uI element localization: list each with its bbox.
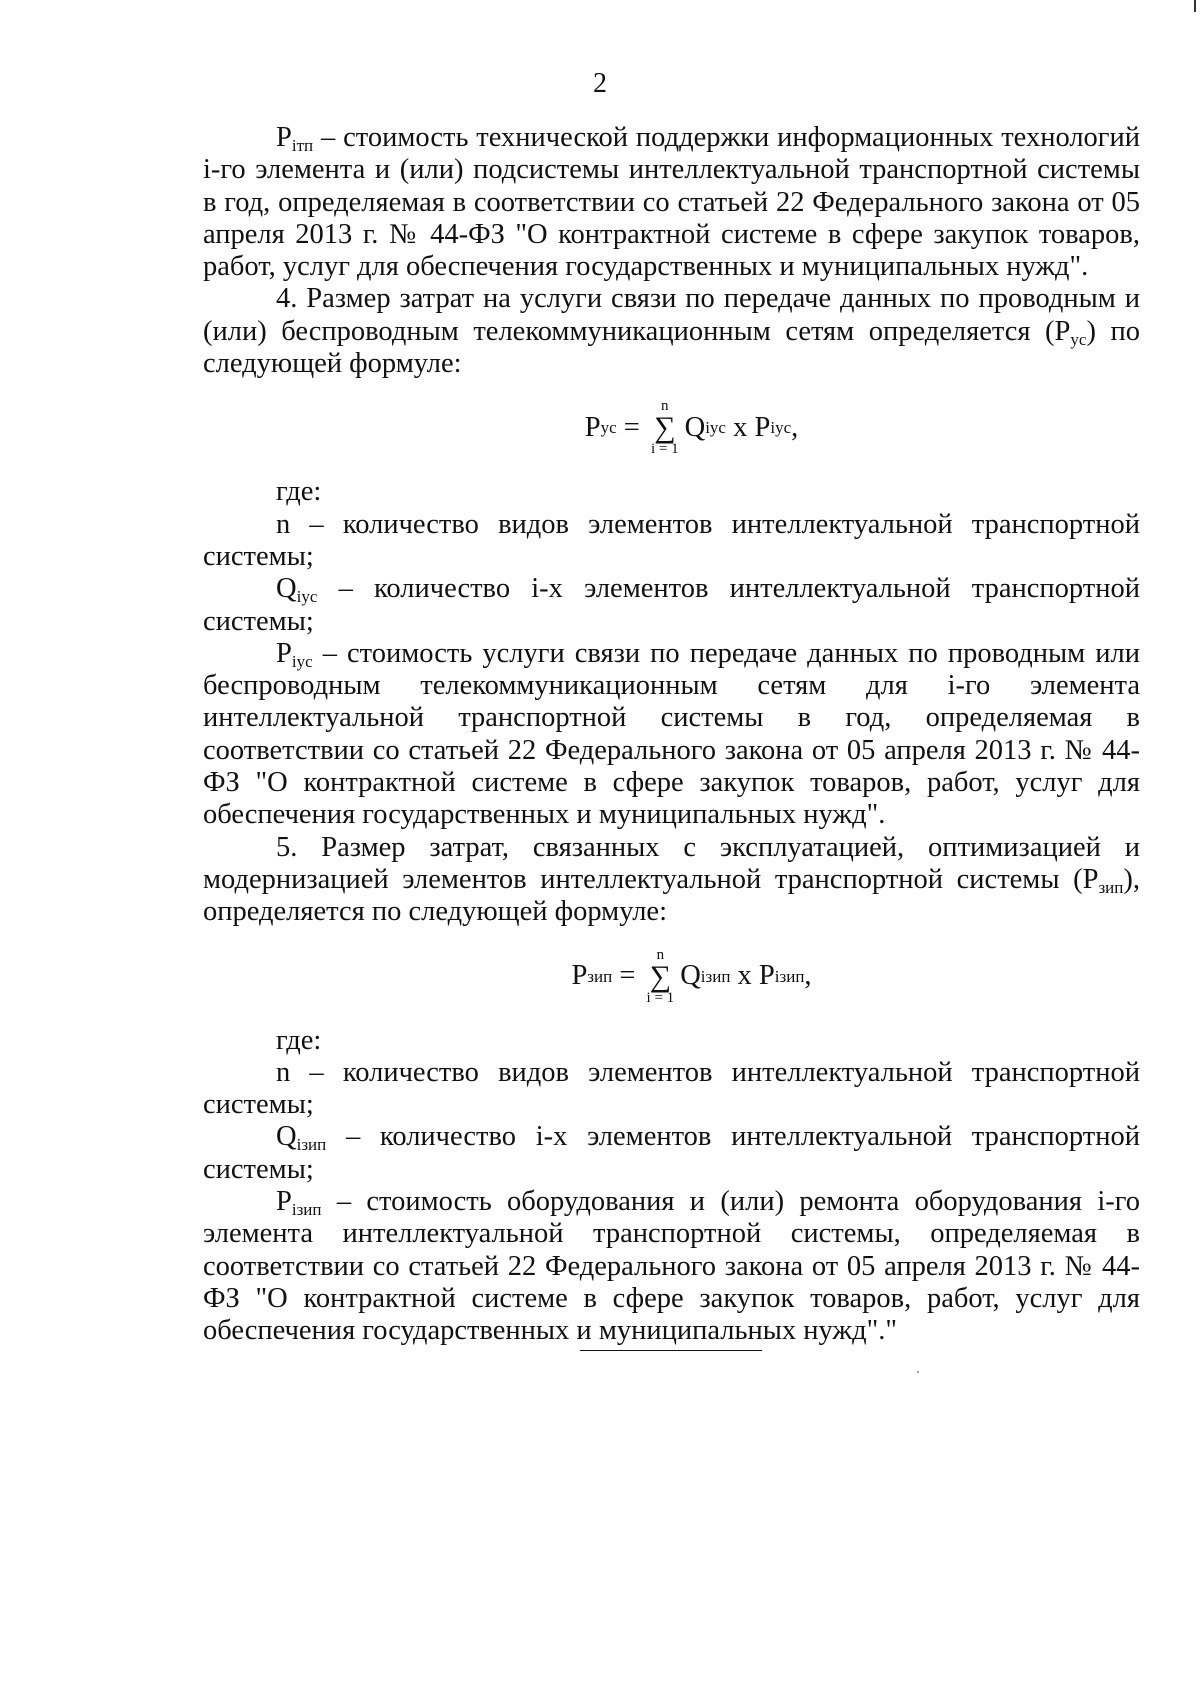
definition-q: [203, 573, 1140, 638]
var-subscript: зип: [1098, 877, 1124, 897]
definition-text: – количество i-х элементов интеллектуальной транспортной системы;: [203, 1121, 1140, 1185]
formula-q: Q: [680, 960, 701, 992]
where-label: где:: [276, 1024, 322, 1056]
definition-text: – стоимость услуги связи по передаче данных по проводным или беспроводным телекоммуникационным сетям для i-го элемента интеллектуальной транспортной системы в год, определяемая в соответствии со статьей 22 Федерального закона от 05 апреля 2013 г. № 44-ФЗ "О контрактной системе в сфере закупок товаров, работ, услуг для обеспечения государственных и муниципальных нужд".: [203, 637, 1140, 831]
sum-upper-limit: n: [656, 946, 665, 963]
formula-end: ,: [791, 412, 799, 444]
var-subscript: iус: [291, 651, 313, 671]
formula-end: ,: [804, 960, 812, 992]
sum-upper-limit: n: [661, 398, 669, 415]
var-subscript: iус: [296, 587, 318, 607]
definition-text: – количество i-х элементов интеллектуальной транспортной системы;: [203, 573, 1140, 637]
formula-lhs: P: [584, 412, 601, 444]
definition-p: [203, 638, 1140, 832]
definition-q: [203, 1121, 1140, 1186]
definition-n: n – количество видов элементов интеллектуальной транспортной системы;: [203, 1056, 1140, 1121]
definition-p: [203, 1186, 1140, 1347]
formula-1-block: [203, 380, 1140, 476]
formula-times: х: [730, 960, 759, 992]
formula-equals: =: [612, 960, 643, 992]
closing-rule: [580, 1350, 762, 1351]
formula-p: P: [758, 960, 775, 992]
definition-n: n – количество видов элементов интеллектуальной транспортной системы;: [203, 508, 1140, 572]
var-symbol: P: [276, 637, 292, 669]
formula-q: Q: [684, 412, 706, 444]
where-label: где:: [276, 476, 322, 508]
paragraph-4-communication-costs: [203, 283, 1140, 380]
summation-sign: [647, 948, 675, 1006]
var-symbol: Q: [276, 1121, 297, 1153]
var-symbol: P: [276, 122, 292, 153]
scan-speck: [917, 1371, 919, 1373]
paragraph-5-operation-costs: [203, 832, 1140, 929]
var-symbol: Q: [276, 573, 297, 605]
paragraph-text: – стоимость технической поддержки информационных технологий i-го элемента и (или) подсистемы интеллектуальной транспортной системы в год, определяемая в соответствии со статьей 22 Федерального закона от 05 апреля 2013 г. № 44-ФЗ "О контрактной системе в сфере закупок товаров, работ, услуг для обеспечения государственных и муниципальных нужд".: [203, 122, 1140, 283]
paragraph-text: 4. Размер затрат на услуги связи по передаче данных по проводным и (или) беспроводным телекоммуникационным сетям определяется (P: [203, 283, 1140, 347]
paragraph-text: ), определяется по следующей формуле:: [203, 863, 1140, 928]
formula-equals: =: [616, 412, 647, 444]
var-symbol: P: [276, 1186, 292, 1218]
sigma-icon: ∑: [654, 411, 676, 445]
paragraph-text: ) по следующей формуле:: [203, 315, 1140, 380]
formula-times: х: [725, 412, 755, 444]
formula-lhs: P: [571, 960, 588, 992]
var-subscript: iзип: [291, 1200, 322, 1220]
var-subscript: iтп: [291, 136, 314, 155]
sum-lower-limit: i = 1: [646, 989, 675, 1006]
paragraph-tech-support-cost: [203, 122, 1140, 283]
summation-sign: [651, 399, 679, 457]
var-subscript: iзип: [296, 1135, 327, 1155]
formula-p: P: [754, 412, 771, 444]
paragraph-text: 5. Размер затрат, связанных с эксплуатацией, оптимизацией и модернизацией элементов интеллектуальной транспортной системы (P: [203, 831, 1140, 895]
formula-2: P зип = n ∑ i = 1 Q iзип х P iзип ,: [571, 946, 812, 1006]
definition-text: – стоимость оборудования и (или) ремонта оборудования i-го элемента интеллектуальной транспортной системы, определяемая в соответствии со статьей 22 Федерального закона от 05 апреля 2013 г. № 44-ФЗ "О контрактной системе в сфере закупок товаров, работ, услуг для обеспечения государственных и муниципальных нужд".": [203, 1186, 1140, 1347]
document-body: [203, 122, 1140, 1348]
sigma-icon: ∑: [649, 959, 672, 993]
page-number: 2: [593, 68, 607, 99]
formula-1: P ус = n ∑ i = 1 Q iус х P iус ,: [584, 398, 799, 458]
scan-edge-mark: [1194, 0, 1196, 12]
sum-lower-limit: i = 1: [650, 441, 679, 458]
formula-2-block: [203, 929, 1140, 1025]
var-subscript: ус: [1070, 329, 1087, 349]
